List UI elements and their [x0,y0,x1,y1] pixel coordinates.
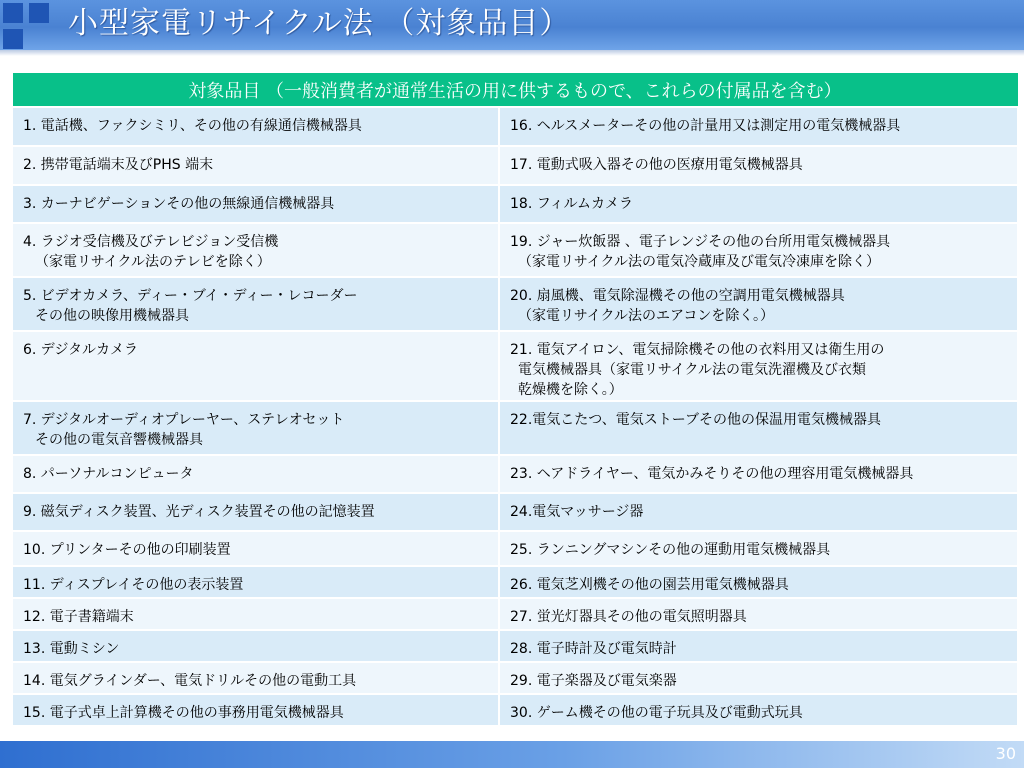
item-text: 25. ランニングマシンその他の運動用電気機械器具 [510,542,831,558]
item-cell-right [499,662,1018,694]
slide-title: 小型家電リサイクル法 （対象品目） [68,6,571,41]
item-cell-right [499,223,1018,277]
logo-square [3,3,23,23]
item-text: 10. プリンターその他の印刷装置 [23,542,231,558]
item-text: 19. ジャー炊飯器 、電子レンジその他の台所用電気機械器具 [510,234,891,250]
item-text: 22.電気こたつ、電気ストーブその他の保温用電気機械器具 [510,412,882,428]
item-cell-left [12,694,499,726]
item-text: 23. ヘアドライヤー、電気かみそりその他の理容用電気機械器具 [510,466,914,482]
item-cell-right [499,185,1018,223]
table-row [12,493,1018,531]
item-text-continuation: 乾燥機を除く。） [518,382,623,398]
item-cell-right [499,107,1018,146]
item-cell-right [499,146,1018,185]
item-text: 4. ラジオ受信機及びテレビジョン受信機 [23,234,279,250]
item-text-continuation: （家電リサイクル法の電気冷蔵庫及び電気冷凍庫を除く） [518,254,881,270]
item-cell-left [12,566,499,598]
item-cell-right [499,277,1018,331]
table-header: 対象品目 （一般消費者が通常生活の用に供するもので、これらの付属品を含む） [12,73,1018,108]
table-row [12,455,1018,493]
table-row [12,401,1018,455]
item-cell-right [499,401,1018,455]
item-text: 13. 電動ミシン [23,641,120,657]
item-text: 8. パーソナルコンピュータ [23,466,194,482]
item-cell-right [499,331,1018,401]
logo-square [3,29,23,49]
logo-squares [3,3,53,53]
item-text: 5. ビデオカメラ、ディー・ブイ・ディー・レコーダー [23,288,358,304]
item-text: 24.電気マッサージ器 [510,504,644,520]
target-items-table [11,72,1019,727]
item-cell-left [12,185,499,223]
footer-band [0,741,1024,768]
table-row [12,598,1018,630]
item-cell-left [12,277,499,331]
item-text: 2. 携帯電話端末及びPHS 端末 [23,157,214,173]
item-cell-left [12,598,499,630]
item-text: 11. ディスプレイその他の表示装置 [23,577,244,593]
table-row [12,694,1018,726]
table-row [12,662,1018,694]
item-cell-left [12,662,499,694]
item-cell-right [499,630,1018,662]
item-text: 7. デジタルオーディオプレーヤー、ステレオセット [23,412,345,428]
item-cell-right [499,493,1018,531]
item-text: 15. 電子式卓上計算機その他の事務用電気機械器具 [23,705,344,721]
item-text: 14. 電気グラインダー、電気ドリルその他の電動工具 [23,673,357,689]
table-row [12,531,1018,566]
item-cell-left [12,331,499,401]
item-text: 16. ヘルスメーターその他の計量用又は測定用の電気機械器具 [510,118,901,134]
table-row [12,107,1018,146]
item-text: 29. 電子楽器及び電気楽器 [510,673,677,689]
item-cell-left [12,107,499,146]
item-cell-left [12,630,499,662]
item-text-continuation: 電気機械器具（家電リサイクル法の電気洗濯機及び衣類 [518,362,867,378]
table-row [12,566,1018,598]
item-text: 28. 電子時計及び電気時計 [510,641,677,657]
item-cell-left [12,146,499,185]
item-cell-left [12,531,499,566]
item-text: 1. 電話機、ファクシミリ、その他の有線通信機械器具 [23,118,362,134]
table-row [12,331,1018,401]
table-row [12,146,1018,185]
item-cell-right [499,598,1018,630]
table-row [12,185,1018,223]
item-cell-right [499,694,1018,726]
item-text: 18. フィルムカメラ [510,196,634,212]
item-cell-left [12,401,499,455]
table-row [12,277,1018,331]
item-text-continuation: その他の電気音響機械器具 [35,432,203,448]
item-text: 12. 電子書籍端末 [23,609,134,625]
item-text: 6. デジタルカメラ [23,342,138,358]
item-text: 30. ゲーム機その他の電子玩具及び電動式玩具 [510,705,803,721]
item-text: 21. 電気アイロン、電気掃除機その他の衣料用又は衛生用の [510,342,885,358]
item-text: 3. カーナビゲーションその他の無線通信機械器具 [23,196,335,212]
item-cell-left [12,223,499,277]
item-text-continuation: （家電リサイクル法のテレビを除く） [35,254,271,270]
item-cell-left [12,455,499,493]
item-cell-right [499,531,1018,566]
logo-square [29,3,49,23]
table-row [12,223,1018,277]
item-text: 20. 扇風機、電気除湿機その他の空調用電気機械器具 [510,288,845,304]
item-text: 9. 磁気ディスク装置、光ディスク装置その他の記憶装置 [23,504,375,520]
title-band [0,0,1024,50]
item-cell-right [499,455,1018,493]
item-text-continuation: （家電リサイクル法のエアコンを除く。） [518,308,775,324]
page-number: 30 [995,744,1016,763]
item-text-continuation: その他の映像用機械器具 [35,308,189,324]
table-row [12,630,1018,662]
item-text: 27. 蛍光灯器具その他の電気照明器具 [510,609,747,625]
item-cell-right [499,566,1018,598]
item-text: 26. 電気芝刈機その他の園芸用電気機械器具 [510,577,789,593]
item-cell-left [12,493,499,531]
item-text: 17. 電動式吸入器その他の医療用電気機械器具 [510,157,803,173]
